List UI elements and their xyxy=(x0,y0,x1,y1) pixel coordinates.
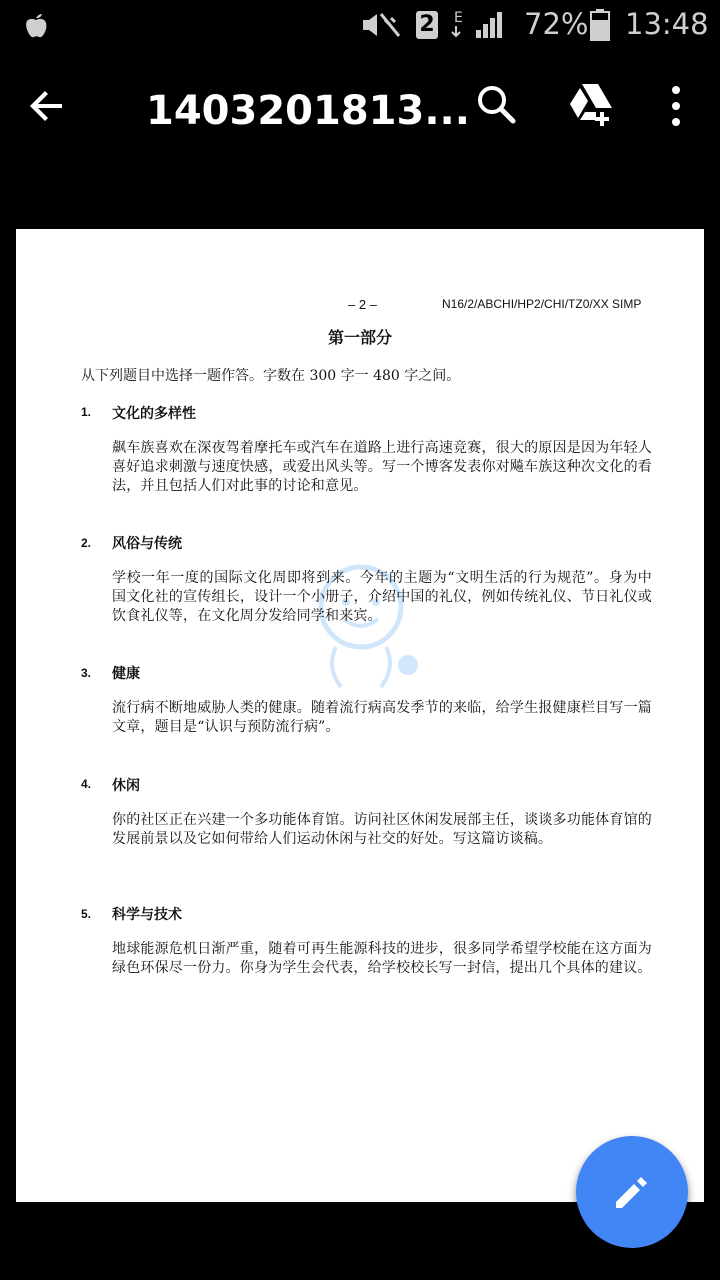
sim-icon: 2 xyxy=(416,11,438,39)
question-title: 休闲 xyxy=(112,778,140,794)
mute-icon xyxy=(361,12,401,42)
svg-text:E: E xyxy=(454,10,463,26)
search-button[interactable] xyxy=(474,82,520,128)
drive-add-icon xyxy=(566,82,616,128)
question-body: 地球能源危机日渐严重，随着可再生能源科技的进步，很多同学希望学校能在这方面为绿色环保尽一份力。你身为学生会代表，给学校校长写一封信，提出几个具体的建议。 xyxy=(112,941,652,976)
document-title: 1403201813... xyxy=(146,88,470,134)
battery-percent: 72% xyxy=(524,7,589,41)
document-code: N16/2/ABCHI/HP2/CHI/TZ0/XX SIMP xyxy=(442,297,642,311)
more-vert-icon xyxy=(664,82,688,130)
add-to-drive-button[interactable] xyxy=(566,82,616,128)
question-number: 1. xyxy=(81,405,92,419)
question-body: 你的社区正在兴建一个多功能体育馆。访问社区休闲发展部主任，谈谈多功能体育馆的发展前景以及它如何带给人们运动休闲与社交的好处。写这篇访谈稿。 xyxy=(112,812,652,847)
question-title: 文化的多样性 xyxy=(112,406,196,422)
more-options-button[interactable] xyxy=(664,82,688,130)
question-title: 风俗与传统 xyxy=(112,536,182,552)
section-heading: 第一部分 xyxy=(327,328,392,347)
question-number: 3. xyxy=(81,666,92,680)
question-body: 学校一年一度的国际文化周即将到来。今年的主题为“文明生活的行为规范”。身为中国文化社的宣传组长，设计一个小册子，介绍中国的礼仪，例如传统礼仪、节日礼仪或饮食礼仪等，在文化周分发给同学和来宾。 xyxy=(112,570,652,624)
battery-icon xyxy=(590,9,610,45)
app-bar xyxy=(0,50,720,162)
edit-pencil-icon xyxy=(612,1172,652,1212)
question-number: 2. xyxy=(81,536,92,550)
signal-icon xyxy=(452,8,516,44)
question-body: 流行病不断地威胁人类的健康。随着流行病高发季节的来临，给学生报健康栏目写一篇文章，题目是“认识与预防流行病”。 xyxy=(112,700,652,735)
back-button[interactable] xyxy=(26,84,70,128)
question-title: 科学与技术 xyxy=(112,907,182,923)
apple-icon xyxy=(22,10,50,44)
back-arrow-icon xyxy=(26,84,70,128)
search-icon xyxy=(474,82,520,128)
question-title: 健康 xyxy=(112,666,140,682)
question-number: 5. xyxy=(81,907,92,921)
page-number: – 2 – xyxy=(348,297,377,312)
clock: 13:48 xyxy=(625,7,709,41)
document-page[interactable] xyxy=(16,229,704,1202)
edit-button[interactable] xyxy=(576,1136,688,1248)
question-number: 4. xyxy=(81,777,92,791)
instruction-text: 从下列题目中选择一题作答。字数在 300 字一 480 字之间。 xyxy=(81,368,461,384)
question-body: 飙车族喜欢在深夜驾着摩托车或汽车在道路上进行高速竞赛，很大的原因是因为年轻人喜好追求刺激与速度快感，或爱出风头等。写一个博客发表你对飚车族这种次文化的看法，并且包括人们对此事的讨论和意见。 xyxy=(112,440,652,494)
status-bar xyxy=(0,0,720,50)
